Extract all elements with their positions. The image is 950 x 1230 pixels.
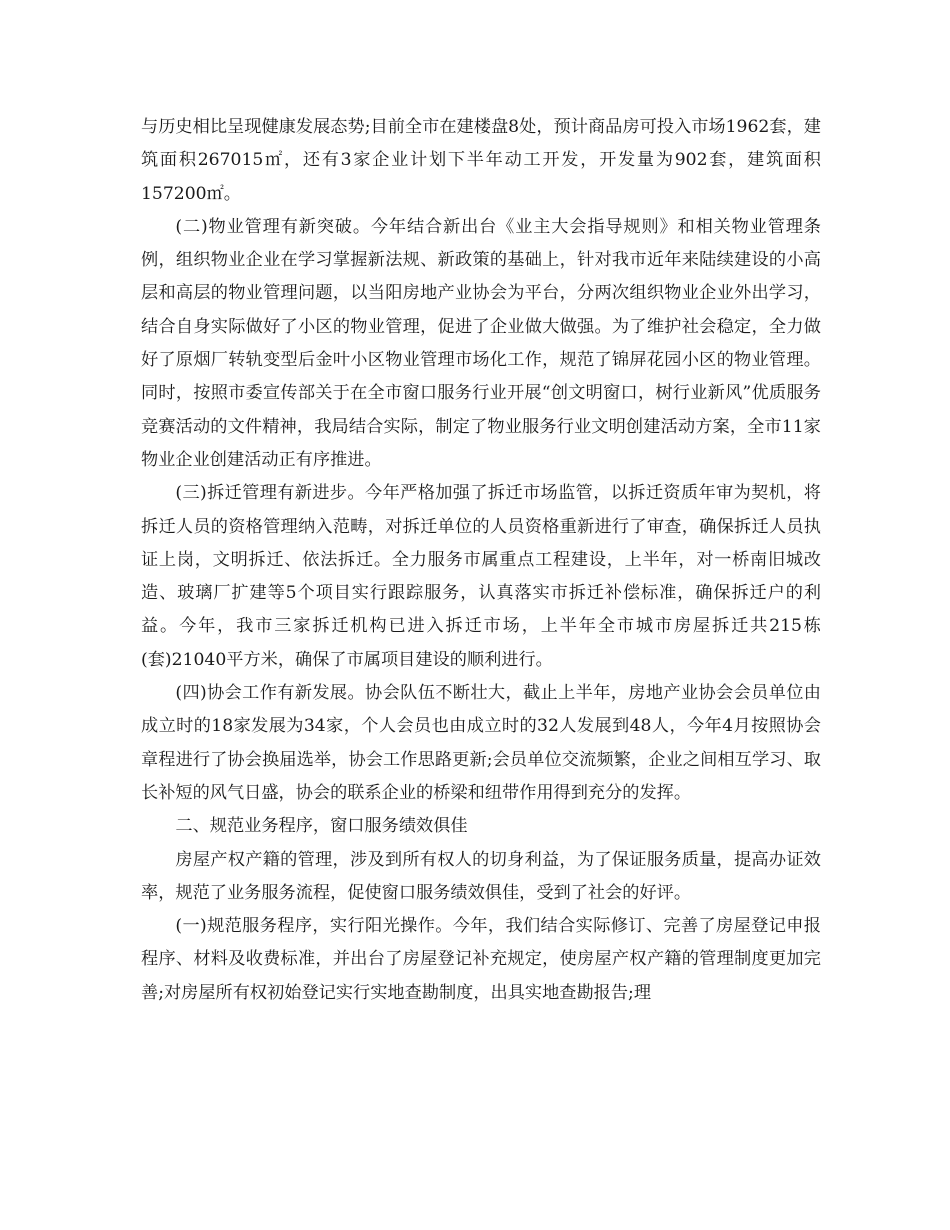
paragraph-4: (四)协会工作有新发展。协会队伍不断壮大，截止上半年，房地产业协会会员单位由成立时的18家发展为34家，个人会员也由成立时的32人发展到48人，今年4月按照协会章程进行了协会换届选举，协会工作思路更新;会员单位交流频繁，企业之间相互学习、取长补短的风气日盛，协会的联系企业的桥梁和纽带作用得到充分的发挥。 xyxy=(141,683,821,803)
section-heading: 二、规范业务程序，窗口服务绩效俱佳 xyxy=(175,816,468,837)
paragraph-3: (三)拆迁管理有新进步。今年严格加强了拆迁市场监管，以拆迁资质年审为契机，将拆迁人员的资格管理纳入范畴，对拆迁单位的人员资格重新进行了审查，确保拆迁人员执证上岗，文明拆迁、依法拆迁。全力服务市属重点工程建设，上半年，对一桥南旧城改造、玻璃厂扩建等5个项目实行跟踪服务，认真落实市拆迁补偿标准，确保拆迁户的利益。今年，我市三家拆迁机构已进入拆迁市场，上半年全市城市房屋拆迁共215栋(套)21040平方米，确保了市属项目建设的顺利进行。 xyxy=(141,483,821,670)
paragraph-2: (二)物业管理有新突破。今年结合新出台《业主大会指导规则》和相关物业管理条例，组织物业企业在学习掌握新法规、新政策的基础上，针对我市近年来陆续建设的小高层和高层的物业管理问题，以当阳房地产业协会为平台，分两次组织物业企业外出学习，结合自身实际做好了小区的物业管理，促进了企业做大做强。为了维护社会稳定，全力做好了原烟厂转轨变型后金叶小区物业管理市场化工作，规范了锦屏花园小区的物业管理。同时，按照市委宣传部关于在全市窗口服务行业开展“创文明窗口，树行业新风”优质服务竞赛活动的文件精神，我局结合实际，制定了物业服务行业文明创建活动方案，全市11家物业企业创建活动正有序推进。 xyxy=(141,216,821,470)
paragraph-5: 房屋产权产籍的管理，涉及到所有权人的切身利益，为了保证服务质量，提高办证效率，规范了业务服务流程，促使窗口服务绩效俱佳，受到了社会的好评。 xyxy=(141,849,821,903)
document-body xyxy=(141,111,821,1010)
paragraph-1: 与历史相比呈现健康发展态势;目前全市在建楼盘8处，预计商品房可投入市场1962套，建筑面积267015㎡，还有3家企业计划下半年动工开发，开发量为902套，建筑面积157200㎡。 xyxy=(141,117,821,204)
paragraph-6: (一)规范服务程序，实行阳光操作。今年，我们结合实际修订、完善了房屋登记申报程序、材料及收费标准，并出台了房屋登记补充规定，使房屋产权产籍的管理制度更加完善;对房屋所有权初始登记实行实地查勘制度，出具实地查勘报告;理 xyxy=(141,916,821,1003)
